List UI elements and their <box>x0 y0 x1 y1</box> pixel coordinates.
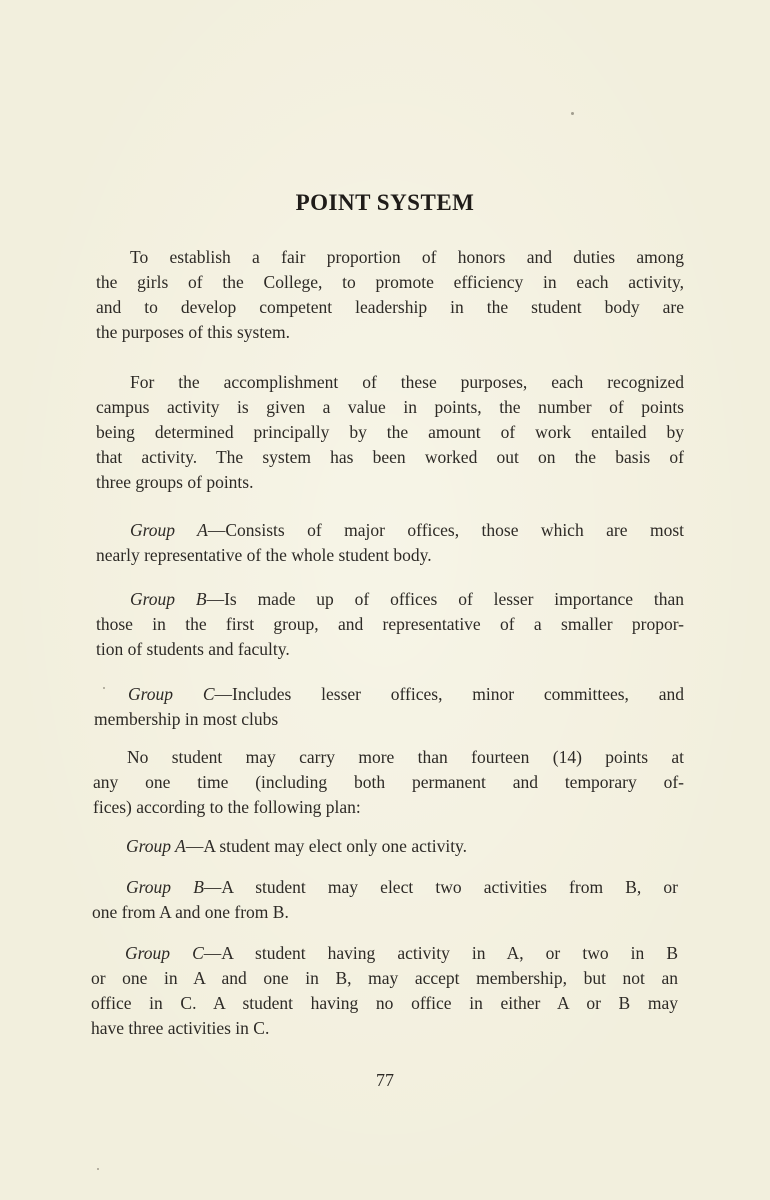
text-run: —Is made up of offices of lesser importance than <box>206 589 684 609</box>
group-label: Group B <box>126 877 204 897</box>
text-line: those in the first group, and representative of a smaller propor- <box>96 614 684 634</box>
text-line <box>94 682 684 707</box>
text-line: or one in A and one in B, may accept membership, but not an <box>91 968 678 988</box>
text-line: membership in most clubs <box>94 709 279 729</box>
text-line <box>91 941 678 966</box>
page-number: 77 <box>376 1070 394 1090</box>
text-line <box>92 834 684 859</box>
text-line: the girls of the College, to promote efficiency in each activity, <box>96 272 684 292</box>
text-run: —A student may elect two activities from B, or <box>203 877 678 897</box>
group-label: Group C <box>125 943 204 963</box>
paragraph-group-b-definition <box>96 587 684 662</box>
paper-speck <box>571 112 574 115</box>
text-line: campus activity is given a value in points, the number of points <box>96 397 684 417</box>
text-line: any one time (including both permanent and temporary of- <box>93 772 684 792</box>
text-line: the purposes of this system. <box>96 322 290 342</box>
text-line: office in C. A student having no office in either A or B may <box>91 993 678 1013</box>
text-line <box>96 587 684 612</box>
text-line <box>92 875 678 900</box>
paragraph-accomplishment <box>96 370 684 495</box>
text-line: For the accomplishment of these purposes, each recognized <box>130 372 684 392</box>
text-run: —Consists of major offices, those which are most <box>207 520 684 540</box>
paragraph-group-a-definition <box>96 518 684 568</box>
group-label: Group C <box>128 684 215 704</box>
group-label: Group A <box>130 520 208 540</box>
text-line: and to develop competent leadership in the student body are <box>96 297 684 317</box>
group-label: Group A <box>126 836 186 856</box>
paragraph-group-c-definition <box>94 682 684 732</box>
text-run: —A student may elect only one activity. <box>185 836 468 856</box>
paragraph-plan-group-a <box>92 834 684 859</box>
text-line: have three activities in C. <box>91 1018 270 1038</box>
paragraph-plan-group-c <box>91 941 678 1041</box>
text-run: —A student having activity in A, or two in B <box>203 943 678 963</box>
text-line: one from A and one from B. <box>92 902 289 922</box>
paper-speck <box>97 1168 99 1170</box>
text-line: that activity. The system has been worked out on the basis of <box>96 447 684 467</box>
text-line: To establish a fair proportion of honors and duties among <box>130 247 684 267</box>
paragraph-point-limit <box>93 745 684 820</box>
paragraph-plan-group-b <box>92 875 678 925</box>
text-line: nearly representative of the whole student body. <box>96 545 432 565</box>
text-line: three groups of points. <box>96 472 254 492</box>
page-title: POINT SYSTEM <box>295 190 475 215</box>
text-line: No student may carry more than fourteen (14) points at <box>127 747 684 767</box>
text-line: being determined principally by the amount of work entailed by <box>96 422 684 442</box>
text-line: tion of students and faculty. <box>96 639 290 659</box>
paragraph-intro <box>96 245 684 345</box>
text-line <box>96 518 684 543</box>
text-run: —Includes lesser offices, minor committees, and <box>214 684 684 704</box>
text-line: fices) according to the following plan: <box>93 797 361 817</box>
group-label: Group B <box>130 589 207 609</box>
